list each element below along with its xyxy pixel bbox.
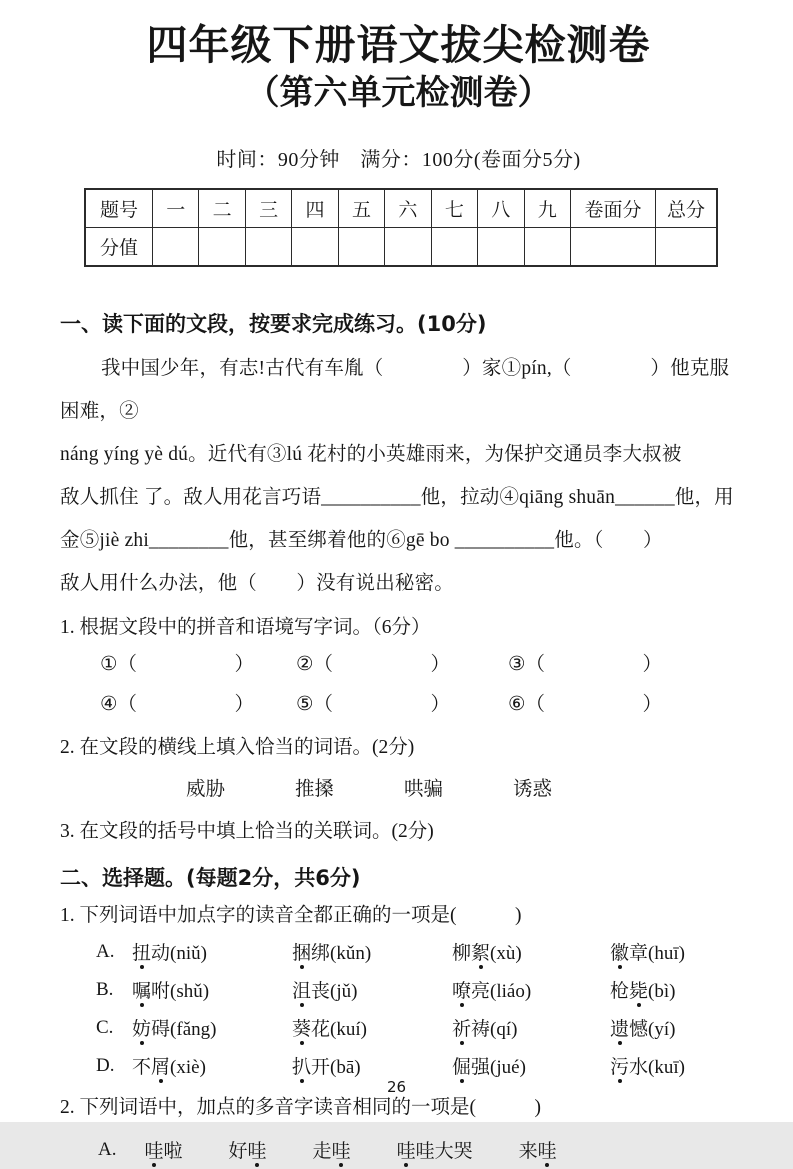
option-row xyxy=(98,1131,737,1169)
score-table-header-cell: 二 xyxy=(199,189,245,228)
passage-line: 敌人抓住 了。敌人用花言巧语__________他，拉动④qiāng shuān______他，用 xyxy=(60,486,734,508)
option-word: 不屑(xiè) xyxy=(132,1052,292,1079)
option-row xyxy=(96,933,737,971)
option-letter: A. xyxy=(96,940,115,962)
passage-line: náng yíng yè dú。近代有③lú 花村的小英雄雨来，为保护交通员李大叔被 xyxy=(60,443,682,465)
score-table-value-cell xyxy=(292,227,338,266)
option-word: 妨碍(fǎng) xyxy=(132,1014,292,1041)
s1-q1-label: 1. 根据文段中的拼音和语境写字词。（6分） xyxy=(60,616,431,638)
blank-row xyxy=(100,685,737,725)
emphasized-char: 扒 xyxy=(292,1052,311,1079)
score-table-header-cell: 卷面分 xyxy=(571,189,656,228)
option-row xyxy=(96,1009,737,1047)
score-table-header-cell: 六 xyxy=(385,189,431,228)
word-bank-item: 诱惑 xyxy=(513,778,553,800)
option-word: 遗憾(yí) xyxy=(610,1014,737,1041)
option-word: 徽章(huī) xyxy=(610,938,737,965)
option-word: 哇哇大哭 xyxy=(397,1136,473,1163)
emphasized-char: 絮 xyxy=(471,938,490,965)
exam-title: 四年级下册语文拔尖检测卷 xyxy=(146,21,651,69)
score-table-header-cell: 总分 xyxy=(656,189,718,228)
s1-q2-label: 2. 在文段的横线上填入恰当的词语。(2分) xyxy=(60,736,415,758)
option-letter: D. xyxy=(96,1054,115,1076)
option-word: 扒开(bā) xyxy=(292,1052,452,1079)
score-table-header-cell: 题号 xyxy=(85,189,153,228)
answer-blank: ③（ ） xyxy=(508,653,662,675)
exam-time-score-info: 时间：90分钟 满分：100分(卷面分5分) xyxy=(216,148,581,171)
word-bank-item: 推搡 xyxy=(295,778,335,800)
option-word: 嘱咐(shǔ) xyxy=(132,976,292,1003)
emphasized-char: 徽 xyxy=(610,938,629,965)
option-letter: C. xyxy=(96,1016,114,1038)
option-word: 柳絮(xù) xyxy=(452,938,610,965)
answer-blank: ⑤（ ） xyxy=(296,693,450,715)
emphasized-char: 哇 xyxy=(332,1136,351,1163)
word-bank xyxy=(186,771,737,809)
score-table-value-cell xyxy=(245,227,291,266)
emphasized-char: 倔 xyxy=(452,1052,471,1079)
emphasized-char: 哇 xyxy=(397,1136,416,1163)
score-table-header-cell: 九 xyxy=(524,189,571,228)
option-word: 污水(kuī) xyxy=(610,1052,737,1079)
emphasized-char: 哇 xyxy=(248,1136,267,1163)
option-word: 葵花(kuí) xyxy=(292,1014,452,1041)
page-number: 26 xyxy=(386,1078,407,1096)
score-table-value-cell: 分值 xyxy=(85,227,153,266)
score-table-value-cell xyxy=(153,227,199,266)
answer-blank: ①（ ） xyxy=(100,653,254,675)
score-table-header-cell: 七 xyxy=(431,189,477,228)
emphasized-char: 哇 xyxy=(144,1136,163,1163)
option-word: 扭动(niǔ) xyxy=(132,938,292,965)
exam-subtitle: （第六单元检测卷） xyxy=(245,73,552,114)
section2-heading: 二、选择题。(每题2分，共6分) xyxy=(60,865,361,890)
emphasized-char: 葵 xyxy=(292,1014,311,1041)
blank-row xyxy=(100,645,737,685)
score-table-value-cell xyxy=(478,227,524,266)
passage-line: 金⑤jiè zhi________他，甚至绑着他的⑥gē bo __________他。（ ） xyxy=(60,529,663,551)
option-word: 来哇 xyxy=(519,1136,557,1163)
emphasized-char: 哇 xyxy=(538,1136,557,1163)
score-table-value-cell xyxy=(431,227,477,266)
score-table-value-cell xyxy=(385,227,431,266)
option-letter: A. xyxy=(98,1138,117,1160)
score-table-header-cell: 五 xyxy=(338,189,384,228)
option-word: 祈祷(qí) xyxy=(452,1014,610,1041)
passage-line: 敌人用什么办法，他（ ）没有说出秘密。 xyxy=(60,572,455,594)
s2-q1-label: 1. 下列词语中加点字的读音全都正确的一项是( ) xyxy=(60,904,522,926)
option-word: 好哇 xyxy=(229,1136,267,1163)
option-word: 沮丧(jǔ) xyxy=(292,976,452,1003)
word-bank-item: 哄骗 xyxy=(404,778,444,800)
option-word: 走哇 xyxy=(313,1136,351,1163)
answer-blank: ④（ ） xyxy=(100,693,254,715)
s2-q1-options xyxy=(60,933,737,1085)
score-table-header-cell: 八 xyxy=(478,189,524,228)
emphasized-char: 妨 xyxy=(132,1014,151,1041)
emphasized-char: 遗 xyxy=(610,1014,629,1041)
option-word: 倔强(jué) xyxy=(452,1052,610,1079)
score-table-header-cell: 四 xyxy=(292,189,338,228)
s2-q2-options xyxy=(60,1131,737,1169)
score-table-value-cell xyxy=(338,227,384,266)
option-row xyxy=(96,971,737,1009)
answer-blank: ②（ ） xyxy=(296,653,450,675)
s1-q3-label: 3. 在文段的括号中填上恰当的关联词。(2分) xyxy=(60,820,434,842)
emphasized-char: 捆 xyxy=(292,938,311,965)
s2-q2-label: 2. 下列词语中，加点的多音字读音相同的一项是( ) xyxy=(60,1096,541,1118)
emphasized-char: 污 xyxy=(610,1052,629,1079)
passage-line: 我中国少年，有志!古代有车胤（ ）家①pín,（ ）他克服困难，② xyxy=(60,357,730,422)
emphasized-char: 扭 xyxy=(132,938,151,965)
emphasized-char: 屑 xyxy=(151,1052,170,1079)
reading-passage xyxy=(60,347,737,605)
option-word: 哇啦 xyxy=(144,1136,182,1163)
option-letter: B. xyxy=(96,978,114,1000)
answer-blank: ⑥（ ） xyxy=(508,693,662,715)
s1-q1-answer-blanks xyxy=(60,645,737,725)
emphasized-char: 沮 xyxy=(292,976,311,1003)
option-word: 捆绑(kǔn) xyxy=(292,938,452,965)
emphasized-char: 嘱 xyxy=(132,976,151,1003)
score-table xyxy=(84,188,718,267)
score-table-value-cell xyxy=(524,227,571,266)
score-table-value-cell xyxy=(656,227,718,266)
option-word: 枪毙(bì) xyxy=(610,976,737,1003)
score-table-value-cell xyxy=(199,227,245,266)
score-table-value-cell xyxy=(571,227,656,266)
section1-heading: 一、读下面的文段，按要求完成练习。(10分) xyxy=(60,311,487,336)
emphasized-char: 嘹 xyxy=(452,976,471,1003)
score-table-header-cell: 一 xyxy=(153,189,199,228)
word-bank-item: 威胁 xyxy=(186,778,226,800)
option-word: 嘹亮(liáo) xyxy=(452,976,610,1003)
emphasized-char: 毙 xyxy=(629,976,648,1003)
score-table-header-cell: 三 xyxy=(245,189,291,228)
emphasized-char: 祈 xyxy=(452,1014,471,1041)
